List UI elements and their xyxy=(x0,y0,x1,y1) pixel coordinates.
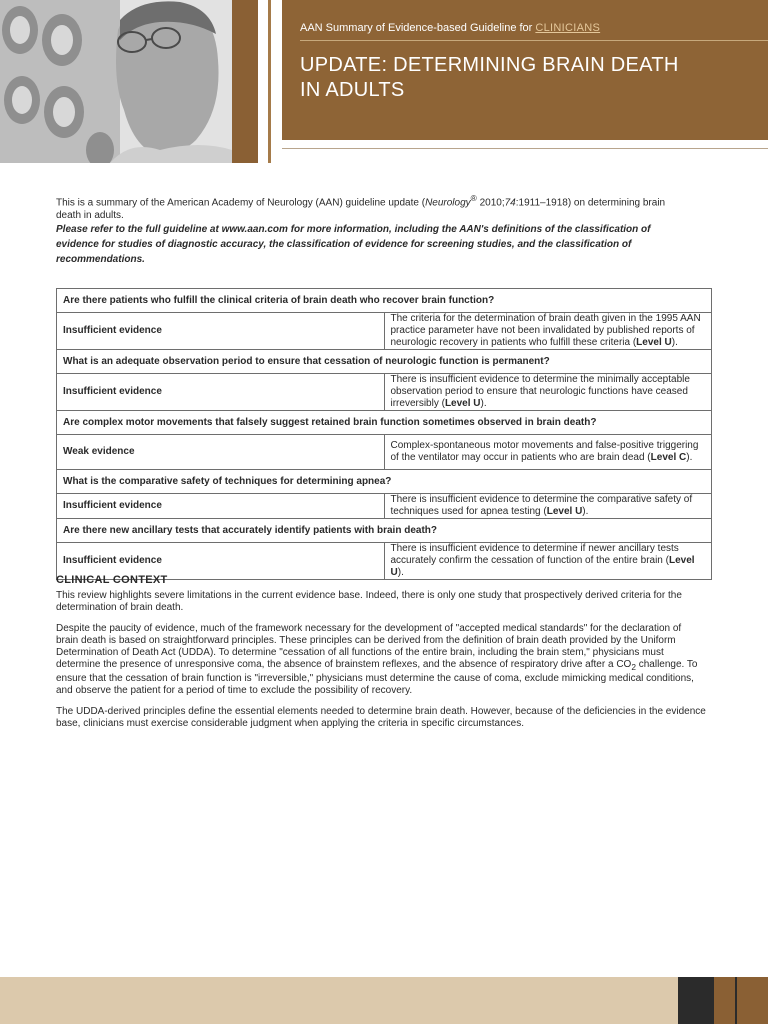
page-title xyxy=(300,53,740,103)
question-cell: Are there new ancillary tests that accurately identify patients with brain death? xyxy=(57,519,712,543)
answer-row xyxy=(57,313,712,350)
question-cell: What is an adequate observation period to ensure that cessation of neurologic function is permanent? xyxy=(57,350,712,374)
evidence-table xyxy=(56,288,712,580)
physician-scan-illustration xyxy=(0,0,232,163)
answer-row xyxy=(57,374,712,411)
footer-separator xyxy=(735,977,737,1024)
question-row xyxy=(57,519,712,543)
context-paragraph-2: Despite the paucity of evidence, much of the framework necessary for the development of "accepted medical standards" for the declaration of brain death is based on straightforward principles. These principles can be derived from the definition of brain death provided by the Uniform Determination of Death Act (UDDA). To determine "cessation of all functions of the entire brain, including the brain stem," physicians must determine the presence of unresponsive coma, the absence of brainstem reflexes, and the absence of respiratory drive after a $CO_2$ challenge. To ensure that the cessation of brain function is "irreversible," physicians must determine the cause of coma, exclude mimicking medical conditions, and observe the patient for a period of time to exclude the possibility of recovery. xyxy=(56,623,698,696)
answer-cell: There is insufficient evidence to determine if newer ancillary tests accurately confirm the cessation of function of the entire brain (Level U). xyxy=(384,543,712,580)
header-photo xyxy=(0,0,232,163)
recommendation-level: Level U xyxy=(444,398,481,409)
clinical-context-heading: CLINICAL CONTEXT xyxy=(56,574,168,586)
recommendation-level: Level C xyxy=(650,452,687,463)
evidence-strength-cell: Insufficient evidence xyxy=(57,374,385,411)
series-prefix: AAN Summary of Evidence-based Guideline for xyxy=(300,22,536,34)
title-line-1: UPDATE: DETERMINING BRAIN DEATH xyxy=(300,54,679,76)
answer-row xyxy=(57,435,712,470)
answer-cell: Complex-spontaneous motor movements and false-positive triggering of the ventilator may occur in patients who are brain dead (Level C). xyxy=(384,435,712,470)
footer-brown-block xyxy=(714,977,768,1024)
header-bottom-rule xyxy=(282,148,768,149)
context-paragraph-3: The UDDA-derived principles define the essential elements needed to determine brain death. However, because of the deficiencies in the evidence base, clinicians must exercise considerable judgment when applying the criteria in specific circumstances. xyxy=(56,706,706,729)
title-line-2: IN ADULTS xyxy=(300,79,405,101)
header-accent-bar xyxy=(232,0,258,163)
clinical-context xyxy=(56,574,706,739)
question-cell: Are complex motor movements that falsely suggest retained brain function sometimes observed in brain death? xyxy=(57,411,712,435)
evidence-strength-cell: Weak evidence xyxy=(57,435,385,470)
context-paragraph-1: This review highlights severe limitations in the current evidence base. Indeed, there is only one study that prospectively derived criteria for the determination of brain death. xyxy=(56,590,682,613)
recommendation-level: Level U xyxy=(390,555,695,578)
question-row xyxy=(57,470,712,494)
header-divider xyxy=(300,40,768,41)
question-cell: What is the comparative safety of techniques for determining apnea? xyxy=(57,470,712,494)
answer-cell: There is insufficient evidence to determine the minimally acceptable observation period to ensure that neurologic functions have ceased irreversibly (Level U). xyxy=(384,374,712,411)
footer-band xyxy=(0,977,678,1024)
question-row xyxy=(57,289,712,313)
evidence-strength-cell: Insufficient evidence xyxy=(57,543,385,580)
clinicians-link[interactable]: CLINICIANS xyxy=(535,22,601,34)
evidence-strength-cell: Insufficient evidence xyxy=(57,313,385,350)
intro-summary: This is a summary of the American Academy of Neurology (AAN) guideline update (Neurology® 2010;74:1911–1918) on determining brain death in adults. xyxy=(56,193,666,222)
question-row xyxy=(57,411,712,435)
footer-dark-block xyxy=(678,977,714,1024)
refer-guideline-note: Please refer to the full guideline at www.aan.com for more information, including the AAN's definitions of the classification of evidence for studies of diagnostic accuracy, the classification of evidence for screening studies, and the classification of recommendations. xyxy=(56,224,651,265)
question-row xyxy=(57,350,712,374)
question-cell: Are there patients who fulfill the clinical criteria of brain death who recover brain function? xyxy=(57,289,712,313)
header-accent-line xyxy=(268,0,271,163)
answer-cell: The criteria for the determination of brain death given in the 1995 AAN practice parameter have not been invalidated by published reports of neurologic recovery in patients who fulfill these criteria (Level U). xyxy=(384,313,712,350)
header-banner xyxy=(282,0,768,140)
journal-name: Neurology xyxy=(425,197,471,209)
evidence-strength-cell: Insufficient evidence xyxy=(57,494,385,519)
series-label xyxy=(300,22,600,34)
answer-cell: There is insufficient evidence to determine the comparative safety of techniques used for apnea testing (Level U). xyxy=(384,494,712,519)
answer-row xyxy=(57,494,712,519)
recommendation-level: Level U xyxy=(546,506,583,517)
recommendation-level: Level U xyxy=(636,337,672,348)
